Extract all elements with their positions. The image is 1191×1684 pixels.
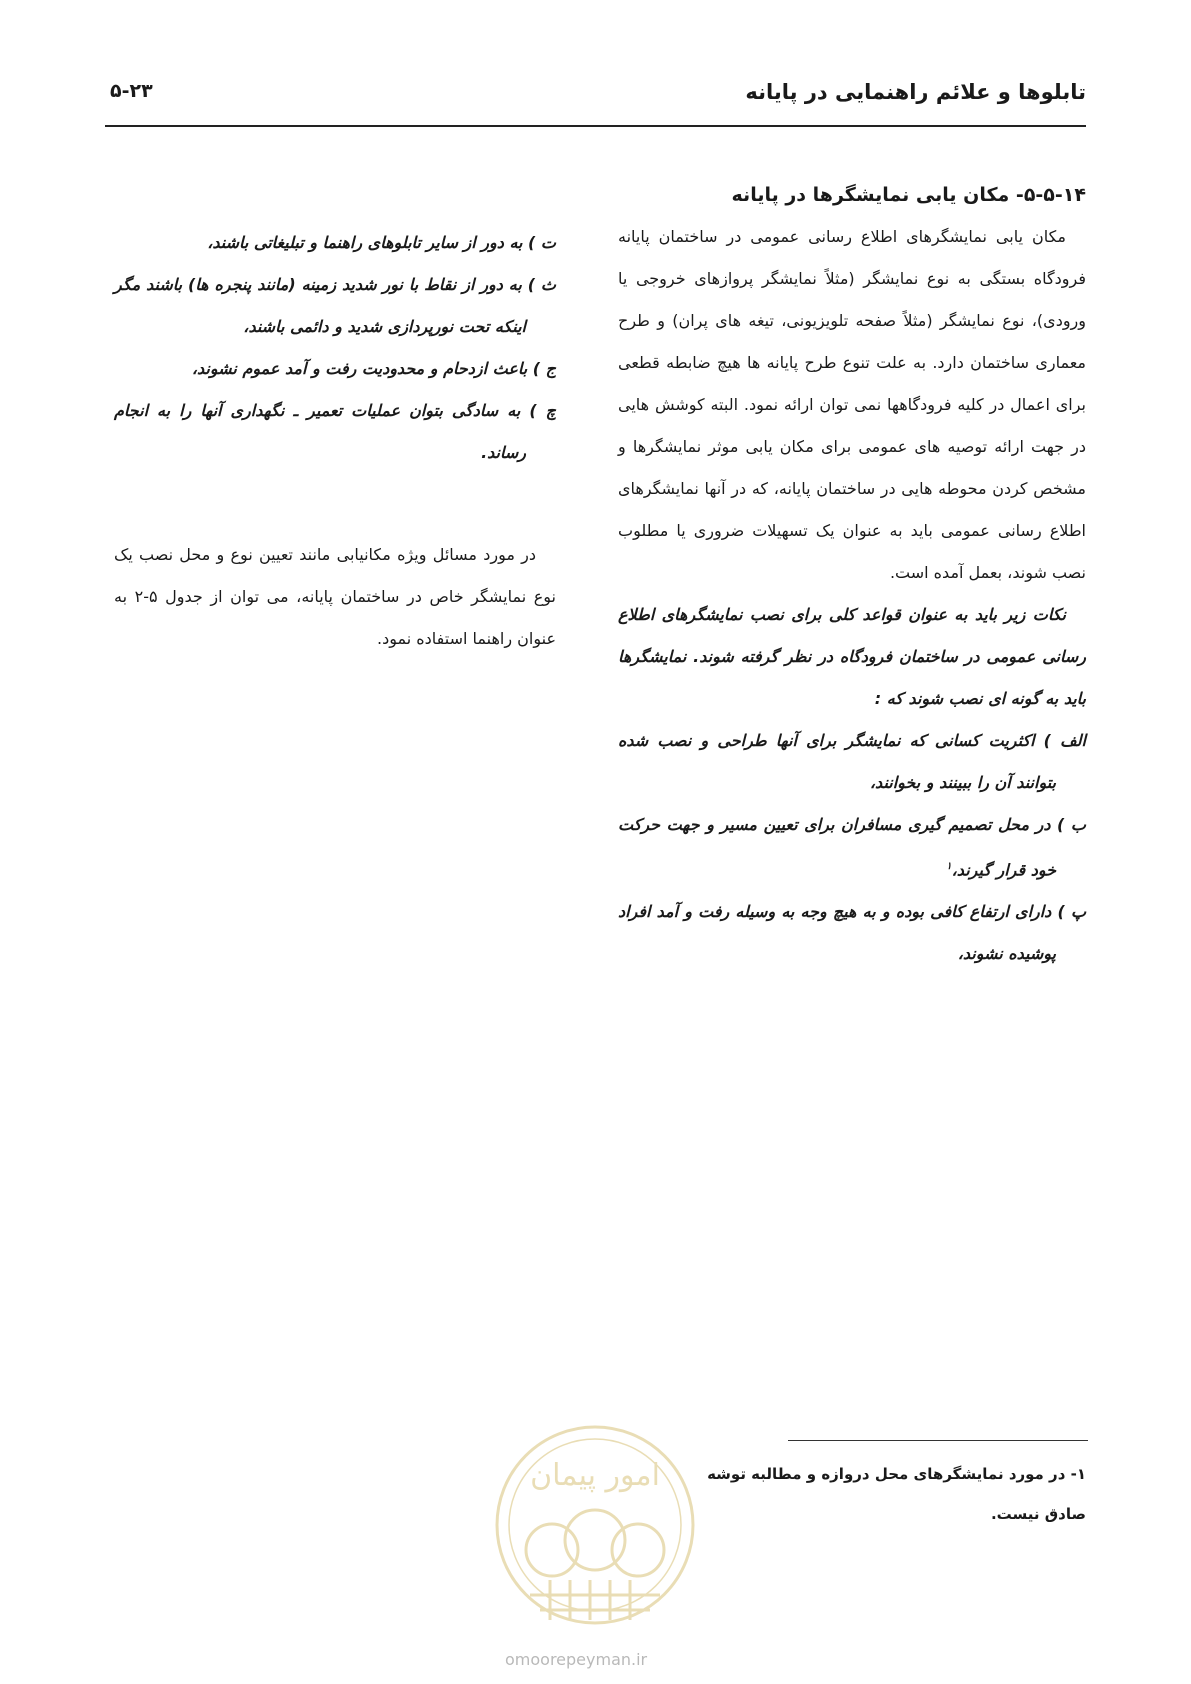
watermark-site: omoorepeyman.ir — [505, 1650, 648, 1669]
list-item-text: ب ) در محل تصمیم گیری مسافران برای تعیین مسیر و جهت حرکت خود قرار گیرند، — [618, 815, 1086, 880]
page-number: ۵-۲۳ — [110, 80, 153, 102]
footnote-divider — [788, 1440, 1088, 1441]
footnote-ref: ۱ — [946, 861, 952, 872]
closing-paragraph: در مورد مسائل ویژه مکانیابی مانند تعیین نوع و محل نصب یک نوع نمایشگر خاص در ساختمان پایانه، می توان از جدول ۵-۲ به عنوان راهنما استفاده نمود. — [114, 545, 556, 648]
rules-intro-paragraph: نکات زیر باید به عنوان قواعد کلی برای نصب نمایشگرهای اطلاع رسانی عمومی در ساختمان فرودگاه در نظر گرفته شوند. نمایشگرها باید به گونه ای نصب شوند که : — [618, 605, 1086, 708]
list-item: ث ) به دور از نقاط با نور شدید زمینه (مانند پنجره ها) باشند مگر اینکه تحت نورپردازی شدید و دائمی باشند، — [114, 275, 556, 336]
left-column — [114, 222, 556, 660]
spacer — [114, 474, 556, 534]
list-item: ج ) باعث ازدحام و محدودیت رفت و آمد عموم نشوند، — [191, 359, 556, 378]
intro-paragraph: مکان یابی نمایشگرهای اطلاع رسانی عمومی در ساختمان پایانه فرودگاه بستگی به نوع نمایشگر (مثلاً نمایشگر پروازهای خروجی یا ورودی)، نوع نمایشگر (مثلاً صفحه تلویزیونی، تیغه های پران) و طرح معماری ساختمان دارد. به علت تنوع طرح پایانه ها هیچ ضابطه قطعی برای اعمال در کلیه فرودگاهها نمی توان ارائه نمود. البته کوشش هایی در جهت ارائه توصیه های عمومی برای مکان یابی موثر نمایشگرها و مشخص کردن محوطه هایی در ساختمان پایانه، که در آنها نمایشگرهای اطلاع رسانی عمومی باید به عنوان یک تسهیلات ضروری یا مطلوب نصب شوند، بعمل آمده است. — [618, 227, 1086, 582]
list-item — [618, 804, 1086, 891]
running-header-title: تابلوها و علائم راهنمایی در پایانه — [745, 80, 1086, 104]
section-heading: ۵-۵-۱۴- مکان یابی نمایشگرها در پایانه — [731, 184, 1086, 206]
watermark-logo — [490, 1400, 700, 1650]
list-item: چ ) به سادگی بتوان عملیات تعمیر ـ نگهداری آنها را به انجام رساند. — [114, 401, 556, 462]
watermark-logo-text: امور پیمان — [530, 1458, 660, 1493]
footnote-text: ۱- در مورد نمایشگرهای محل دروازه و مطالبه توشه صادق نیست. — [707, 1465, 1086, 1523]
header-divider — [105, 125, 1086, 127]
list-item: الف ) اکثریت کسانی که نمایشگر برای آنها طراحی و نصب شده بتوانند آن را ببینند و بخوانند، — [618, 731, 1086, 792]
right-column — [618, 178, 1086, 975]
list-item: ت ) به دور از سایر تابلوهای راهنما و تبلیغاتی باشند، — [207, 233, 556, 252]
list-item: پ ) دارای ارتفاع کافی بوده و به هیچ وجه به وسیله رفت و آمد افراد پوشیده نشوند، — [618, 902, 1086, 964]
